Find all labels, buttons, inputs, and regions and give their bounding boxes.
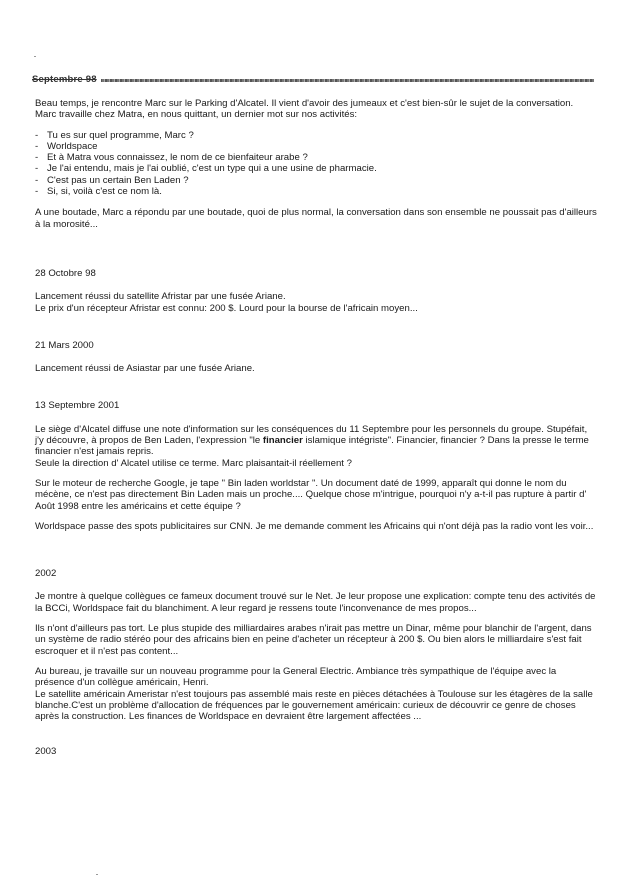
section-paragraph: Lancement réussi du satellite Afristar par une fusée Ariane. Le prix d'un récepteur Afristar est connu: 200 $. Lourd pour la bourse de l'africain moyen... xyxy=(35,291,418,314)
dialogue-line: - Si, si, voilà c'est ce nom là. xyxy=(35,186,597,197)
section-paragraph: Ils n'ont d'ailleurs pas tort. Le plus stupide des milliardaires arabes n'irait pas mettre un Dinar, même pour blanchir de l'argent, dans un système de radio stéréo pour des africains bien en peine d'acheter un récepteur à 200 $. Ou bien alors le milliardaire s'est fait escroquer et il n'est pas content... xyxy=(35,623,592,657)
section-2003 xyxy=(35,746,597,757)
section-date: 2003 xyxy=(35,746,57,758)
section-date: 2002 xyxy=(35,568,57,580)
section-date: 28 Octobre 98 xyxy=(35,267,96,279)
section-paragraph: Lancement réussi de Asiastar par une fusée Ariane. xyxy=(35,363,255,375)
horizontal-rule xyxy=(32,79,594,82)
intro-paragraph: Beau temps, je rencontre Marc sur le Parking d'Alcatel. Il vient d'avoir des jumeaux et c'est bien-sûr le sujet de la conversation. Marc travaille chez Matra, en nous quittant, un dernier mot sur nos activités: xyxy=(35,98,574,121)
section-date: 21 Mars 2000 xyxy=(35,339,94,351)
intro-section xyxy=(35,98,597,230)
dialogue-line: - Je l'ai entendu, mais je l'ai oublié, c'est un type qui a une usine de pharmacie. xyxy=(35,163,597,174)
section-paragraph: Sur le moteur de recherche Google, je tape " Bin laden worldstar ". Un document daté de 1999, apparaît qui donne le nom du mécène, ce n'est pas directement Bin Laden mais un proche.... Quelque chose m'intrigue, pourquoi n'y a-t-il pas rupture à partir d' Août 1998 entre les américains et cette équipe ? xyxy=(35,477,587,512)
dialogue-list xyxy=(35,130,597,198)
paragraph-text: Le siège d'Alcatel diffuse une note d'information sur les conséquences du 11 Septembre pour les personnels du groupe. Stupéfait, j'y découvre, à propos de Ben Laden, l'expression "le xyxy=(35,423,588,447)
scan-speck xyxy=(96,874,98,875)
section-paragraph: Au bureau, je travaille sur un nouveau programme pour la General Electric. Ambiance très sympathique de l'équipe avec la présence d'un collègue américain, Henri. Le satellite américain Ameristar n'est toujours pas assemblé mais reste en pièces détachées à Toulouse sur les étagères de la salle blanche.C'est un problème d'allocation de fréquences par le gouvernement américain: curieux de découvrir ce genre de choses après la construction. Les finances de Worldspace en devraient être largement affectées ... xyxy=(35,665,593,723)
section-date: 13 Septembre 2001 xyxy=(35,400,120,412)
section-sep-2001 xyxy=(35,400,597,532)
header-date-label: Septembre 98 xyxy=(32,74,101,85)
dialogue-line: - Tu es sur quel programme, Marc ? xyxy=(35,130,597,141)
document-body xyxy=(35,98,597,770)
section-paragraph: Worldspace passe des spots publicitaires sur CNN. Je me demande comment les Africains qui n'ont déjà pas la radio vont les voir... xyxy=(35,520,594,532)
dialogue-line: - Et à Matra vous connaissez, le nom de ce bienfaiteur arabe ? xyxy=(35,152,597,163)
section-mar-2000 xyxy=(35,340,597,375)
section-oct-1998 xyxy=(35,268,597,314)
dialogue-line: - Worldspace xyxy=(35,141,597,152)
bold-term: financier xyxy=(262,435,303,447)
section-paragraph xyxy=(35,424,597,469)
paragraph-text: islamique intégriste". Financier, financier ? Dans la presse le terme financier n'est jamais repris. Seule la direction d' Alcatel utilise ce terme. Marc plaisantait-il réellement ? xyxy=(35,435,589,469)
section-paragraph: Je montre à quelque collègues ce fameux document trouvé sur le Net. Je leur propose une explication: compte tenu des activités de la BCCi, Worldspace fait du blanchiment. A leur regard je ressens toute l'inconvenance de mes propos... xyxy=(35,591,596,614)
scan-speck xyxy=(34,56,36,57)
intro-closing: A une boutade, Marc a répondu par une boutade, quoi de plus normal, la conversation dans son ensemble ne poussait pas d'ailleurs à la morosité... xyxy=(35,207,597,230)
dialogue-line: - C'est pas un certain Ben Laden ? xyxy=(35,175,597,186)
section-2002 xyxy=(35,568,597,722)
section-header-rule xyxy=(32,74,594,86)
